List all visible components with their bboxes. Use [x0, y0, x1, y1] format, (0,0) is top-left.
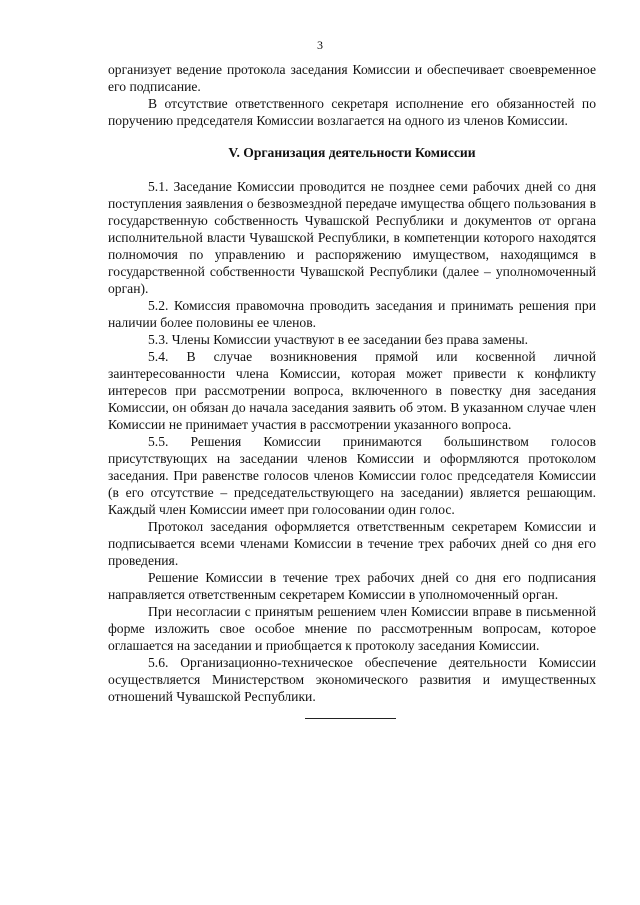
- section-body: [108, 178, 596, 705]
- paragraph-dissent: При несогласии с принятым решением член Комиссии вправе в письменной форме изложить свое особое мнение по рассмотренным вопросам, которое оглашается на заседании и приобщается к протоколу заседания Комиссии.: [108, 604, 596, 653]
- end-divider-line: [305, 718, 396, 719]
- paragraph-continuation: организует ведение протокола заседания Комиссии и обеспечивает своевременное его подписание.: [108, 62, 596, 94]
- page-number: 3: [317, 38, 323, 52]
- paragraph-protocol: Протокол заседания оформляется ответственным секретарем Комиссии и подписывается всеми членами Комиссии в течение трех рабочих дней со дня его проведения.: [108, 519, 596, 568]
- paragraph-secretary-absence: В отсутствие ответственного секретаря исполнение его обязанностей по поручению председателя Комиссии возлагается на одного из членов Комиссии.: [108, 96, 596, 128]
- paragraph-5-2: 5.2. Комиссия правомочна проводить заседания и принимать решения при наличии более половины ее членов.: [108, 298, 596, 330]
- paragraph-5-6: 5.6. Организационно-техническое обеспечение деятельности Комиссии осуществляется Министерством экономического развития и имущественных отношений Чувашской Республики.: [108, 655, 596, 704]
- paragraph-5-5: 5.5. Решения Комиссии принимаются большинством голосов присутствующих на заседании членов Комиссии и оформляются протоколом заседания. При равенстве голосов членов Комиссии голос председателя Комиссии (в его отсутствие – председательствующего на заседании) является решающим. Каждый член Комиссии имеет при голосовании один голос.: [108, 434, 596, 517]
- paragraph-decision: Решение Комиссии в течение трех рабочих дней со дня его подписания направляется ответственным секретарем Комиссии в уполномоченный орган.: [108, 570, 596, 602]
- top-text-block: [108, 61, 596, 129]
- paragraph-5-4: 5.4. В случае возникновения прямой или косвенной личной заинтересованности члена Комиссии, которая может привести к конфликту интересов при рассмотрении вопроса, включенного в повестку дня заседания Комиссии, он обязан до начала заседания заявить об этом. В указанном случае член Комиссии не принимает участия в рассмотрении указанного вопроса.: [108, 349, 596, 432]
- paragraph-5-3: 5.3. Члены Комиссии участвуют в ее заседании без права замены.: [148, 332, 529, 347]
- section-heading: V. Организация деятельности Комиссии: [228, 145, 476, 160]
- paragraph-5-1: 5.1. Заседание Комиссии проводится не позднее семи рабочих дней со дня поступления заявления о безвозмездной передаче имущества общего пользования в государственную собственность Чувашской Республики и документов от органа исполнительной власти Чувашской Республики, в компетенции которого находятся полномочия по управлению и распоряжению имуществом, находящимся в государственной собственности Чувашской Республики (далее – уполномоченный орган).: [108, 179, 596, 296]
